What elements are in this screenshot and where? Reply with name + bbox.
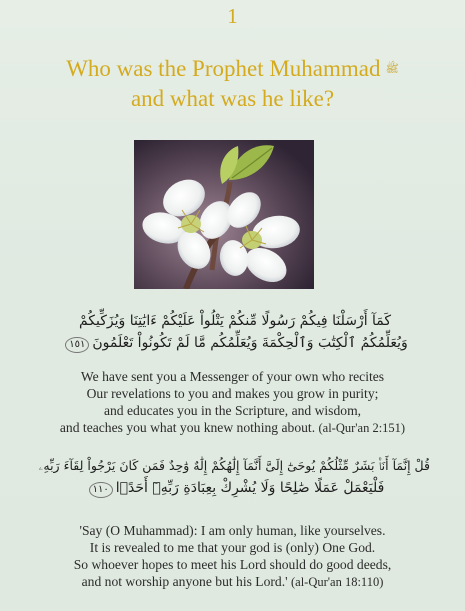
verse-1-reference: (al-Qur'an 2:151) — [318, 421, 406, 435]
chapter-title-text-1: Who was the Prophet Muhammad — [66, 56, 381, 81]
chapter-title-line-2: and what was he like? — [130, 86, 335, 111]
chapter-number: 1 — [227, 4, 238, 28]
verse-2-ayah-number: ١١٠ — [89, 482, 113, 498]
verse-1-line-4: and teaches you what you knew nothing about. — [59, 420, 316, 435]
verse-1-line-4-wrap — [0, 419, 465, 437]
verse-1-line-1: We have sent you a Messenger of your own who recites — [80, 369, 385, 384]
verse-1-line-3: and educates you in the Scripture, and wisdom, — [103, 403, 362, 418]
verse-2-line-4-wrap — [0, 573, 465, 591]
chapter-title-line-1 — [0, 54, 465, 84]
verse-2-line-1: 'Say (O Muhammad): I am only human, like yourselves. — [79, 523, 386, 538]
salawat-symbol: ﷺ — [385, 63, 399, 75]
verse-1-arabic-line-1: كَمَآ أَرْسَلْنَا فِيكُمْ رَسُولًا مِّنكُمْ يَتْلُواْ عَلَيْكُمْ ءَايَٰتِنَا وَيُزَكِّيكُمْ — [78, 313, 392, 329]
verse-2-line-3: So whoever hopes to meet his Lord should do good deeds, — [73, 557, 392, 572]
blossom-illustration — [134, 140, 314, 289]
verse-2-line-4: and not worship anyone but his Lord.' — [81, 574, 288, 589]
verse-2-reference: (al-Qur'an 18:110) — [290, 575, 384, 589]
verse-2-arabic-line-1: قُلْ إِنَّمَآ أَنَا۠ بَشَرٌ مِّثْلُكُمْ يُوحَىٰٓ إِلَىَّ أَنَّمَآ إِلَٰهُكُمْ إِلَٰهٌ وَٰحِدٌ فَمَن كَانَ يَرْجُواْ لِقَآءَ رَبِّهِۦ — [38, 458, 430, 473]
verse-1-translation — [0, 368, 465, 437]
verse-1-arabic-line-2: وَيُعَلِّمُكُمُ ٱلْكِتَٰبَ وَٱلْحِكْمَةَ وَيُعَلِّمُكُم مَّا لَمْ تَكُونُواْ تَعْلَمُونَ — [92, 335, 408, 351]
verse-2-arabic-line-2: فَلْيَعْمَلْ عَمَلًا صَٰلِحًا وَلَا يُشْرِكْ بِعِبَادَةِ رَبِّهِۦٓ أَحَدًۢا — [115, 480, 385, 496]
verse-1-arabic-line-2-wrap — [40, 332, 430, 354]
verse-2-arabic-line-2-wrap — [40, 477, 430, 499]
verse-2-line-2: It is revealed to me that your god is (only) One God. — [89, 540, 376, 555]
chapter-title — [0, 54, 465, 114]
verse-2-arabic — [40, 455, 430, 499]
blossom-photo — [134, 140, 314, 289]
verse-1-arabic — [40, 310, 430, 354]
verse-1-ayah-number: ١٥١ — [65, 337, 89, 353]
verse-2-translation — [0, 522, 465, 591]
verse-1-line-2: Our revelations to you and makes you grow in purity; — [86, 386, 379, 401]
